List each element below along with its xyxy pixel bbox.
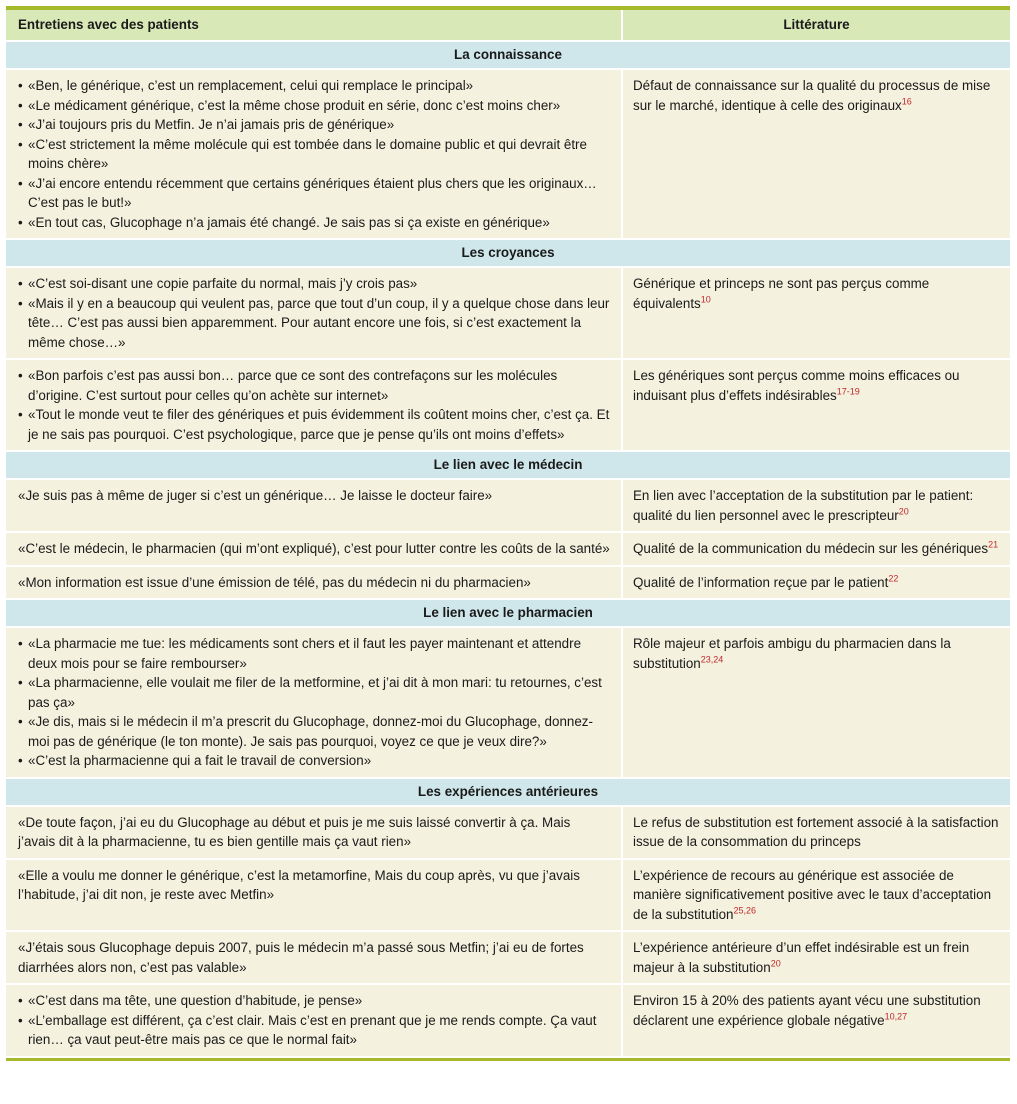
header-literature: Littérature <box>622 10 1010 41</box>
literature-cell <box>622 931 1010 984</box>
literature-text: Le refus de substitution est fortement associé à la satisfaction issue de la consommation du princeps <box>633 814 999 849</box>
table-row <box>6 627 1010 778</box>
quote-item: • «En tout cas, Glucophage n’a jamais été changé. Je sais pas si ça existe en générique» <box>18 213 611 233</box>
literature-cell <box>622 566 1010 600</box>
quote-item: • «La pharmacienne, elle voulait me filer de la metformine, et j’ai dit à mon mari: tu retournes, c’est pas ça» <box>18 673 611 712</box>
literature-cell <box>622 532 1010 566</box>
reference-superscript: 21 <box>988 539 999 550</box>
reference-superscript: 16 <box>901 96 912 107</box>
table-row <box>6 479 1010 532</box>
section-row-le-lien-avec-le-pharmacien <box>6 599 1010 627</box>
quote-item: • «Tout le monde veut te filer des génériques et puis évidemment ils coûtent moins cher, c’est ça. Et je ne sais pas pourquoi. C’est psychologique, parce que je pense qu’ils ont moins d’effets» <box>18 405 611 444</box>
section-title: Les expériences antérieures <box>6 778 1010 806</box>
bottom-rule <box>6 1058 1010 1061</box>
reference-superscript: 17-19 <box>836 386 860 397</box>
reference-superscript: 22 <box>888 573 899 584</box>
quote-item: • «J’ai encore entendu récemment que certains génériques étaient plus chers que les originaux… C’est pas le but!» <box>18 174 611 213</box>
quote-text: «Je suis pas à même de juger si c’est un générique… Je laisse le docteur faire» <box>18 488 493 503</box>
section-title: Les croyances <box>6 239 1010 267</box>
header-row <box>6 10 1010 41</box>
quote-text: «Mon information est issue d’une émission de télé, pas du médecin ni du pharmacien» <box>18 574 531 590</box>
literature-cell <box>622 69 1010 239</box>
literature-text: Qualité de la communication du médecin sur les génériques <box>633 541 989 556</box>
table-row <box>6 984 1010 1057</box>
table-row <box>6 359 1010 451</box>
literature-cell <box>622 627 1010 778</box>
section-row-la-connaissance <box>6 41 1010 69</box>
literature-text: L’expérience antérieure d’un effet indésirable est un frein majeur à la substitution <box>633 940 970 975</box>
header-interviews: Entretiens avec des patients <box>6 10 622 41</box>
table-row <box>6 806 1010 859</box>
quote-text: «J’étais sous Glucophage depuis 2007, puis le médecin m’a passé sous Metfin; j’ai eu de fortes diarrhées alors non, c’est pas valable» <box>18 940 584 975</box>
literature-cell <box>622 267 1010 359</box>
quote-item: • «L’emballage est différent, ça c’est clair. Mais c’est en prenant que je me rends compte. Ça vaut rien… ça vaut peut-être mais pas ce que le normal fait» <box>18 1011 611 1050</box>
interview-quotes-cell <box>6 359 622 451</box>
table-row <box>6 532 1010 566</box>
interview-quotes-cell <box>6 627 622 778</box>
reference-superscript: 10 <box>700 294 711 305</box>
quote-list <box>18 76 611 232</box>
quote-item: • «Le médicament générique, c’est la même chose produit en série, donc c’est moins cher» <box>18 96 611 116</box>
literature-text: Défaut de connaissance sur la qualité du processus de mise sur le marché, identique à celle des originaux <box>633 78 991 113</box>
table-row <box>6 69 1010 239</box>
table-row <box>6 566 1010 600</box>
literature-cell <box>622 859 1010 932</box>
interview-quotes-cell <box>6 566 622 600</box>
section-row-les-experiences-anterieures <box>6 778 1010 806</box>
literature-text: Rôle majeur et parfois ambigu du pharmacien dans la substitution <box>633 636 951 671</box>
interview-quotes-cell <box>6 267 622 359</box>
interview-quotes-cell <box>6 806 622 859</box>
quote-list <box>18 991 611 1050</box>
literature-text: En lien avec l’acceptation de la substitution par le patient: qualité du lien personnel avec le prescripteur <box>633 488 974 523</box>
section-title: Le lien avec le pharmacien <box>6 599 1010 627</box>
table-row <box>6 267 1010 359</box>
literature-cell <box>622 359 1010 451</box>
literature-cell <box>622 984 1010 1057</box>
quote-item: • «C’est soi-disant une copie parfaite du normal, mais j’y crois pas» <box>18 274 611 294</box>
literature-cell <box>622 479 1010 532</box>
qualitative-comparison-table <box>6 6 1010 1061</box>
literature-text: Générique et princeps ne sont pas perçus comme équivalents <box>633 276 930 311</box>
section-title: La connaissance <box>6 41 1010 69</box>
quote-item: • «J’ai toujours pris du Metfin. Je n’ai jamais pris de générique» <box>18 115 611 135</box>
quote-list <box>18 274 611 352</box>
interview-quotes-cell <box>6 859 622 932</box>
quote-list <box>18 366 611 444</box>
section-title: Le lien avec le médecin <box>6 451 1010 479</box>
section-row-les-croyances <box>6 239 1010 267</box>
quote-text: «C’est le médecin, le pharmacien (qui m’ont expliqué), c’est pour lutter contre les coûts de la santé» <box>18 541 610 556</box>
literature-text: L’expérience de recours au générique est associée de manière significativement positive avec le taux d’acceptation de la substitution <box>633 867 992 922</box>
literature-text: Qualité de l’information reçue par le patient <box>633 574 889 590</box>
reference-superscript: 10,27 <box>884 1011 908 1022</box>
interview-quotes-cell <box>6 984 622 1057</box>
quote-item: • «C’est dans ma tête, une question d’habitude, je pense» <box>18 991 611 1011</box>
literature-cell <box>622 806 1010 859</box>
quote-item: • «La pharmacie me tue: les médicaments sont chers et il faut les payer maintenant et attendre deux mois pour se faire rembourser» <box>18 634 611 673</box>
quote-item: • «C’est strictement la même molécule qui est tombée dans le domaine public et qui devrait être moins chère» <box>18 135 611 174</box>
table <box>6 10 1010 1058</box>
table-row <box>6 859 1010 932</box>
literature-text: Les génériques sont perçus comme moins efficaces ou induisant plus d’effets indésirables <box>633 368 960 403</box>
table-row <box>6 931 1010 984</box>
quote-item: • «Je dis, mais si le médecin il m’a prescrit du Glucophage, donnez-moi du Glucophage, donnez-moi pas de générique (le ton monte). Je sais pas pourquoi, voyez ce que je veux dire?» <box>18 712 611 751</box>
quote-text: «Elle a voulu me donner le générique, c’est la metamorfine, Mais du coup après, vu que j’avais l’habitude, j’ai dit non, je reste avec Metfin» <box>18 867 580 902</box>
reference-superscript: 20 <box>898 506 909 517</box>
interview-quotes-cell <box>6 479 622 532</box>
reference-superscript: 25,26 <box>733 905 757 916</box>
quote-item: • «Mais il y en a beaucoup qui veulent pas, parce que tout d’un coup, il y a quelque chose dans leur tête… C’est pas aussi bien apparemment. Pour autant encore une fois, si c’est exactement la même chose…» <box>18 294 611 353</box>
interview-quotes-cell <box>6 69 622 239</box>
interview-quotes-cell <box>6 532 622 566</box>
table-body <box>6 41 1010 1057</box>
quote-text: «De toute façon, j’ai eu du Glucophage au début et puis je me suis laissé convertir à ça. Mais j’avais dit à la pharmacienne, tu es bien gentille mais ça vaut rien» <box>18 814 571 849</box>
section-row-le-lien-avec-le-medecin <box>6 451 1010 479</box>
literature-text: Environ 15 à 20% des patients ayant vécu une substitution déclarent une expérience globale négative <box>633 993 981 1028</box>
quote-item: • «C’est la pharmacienne qui a fait le travail de conversion» <box>18 751 611 771</box>
interview-quotes-cell <box>6 931 622 984</box>
quote-item: • «Ben, le générique, c’est un remplacement, celui qui remplace le principal» <box>18 76 611 96</box>
quote-list <box>18 634 611 771</box>
quote-item: • «Bon parfois c’est pas aussi bon… parce que ce sont des contrefaçons sur les molécules d’origine. C’est surtout pour celles qu’on achète sur internet» <box>18 366 611 405</box>
reference-superscript: 23,24 <box>700 654 724 665</box>
reference-superscript: 20 <box>770 958 781 969</box>
